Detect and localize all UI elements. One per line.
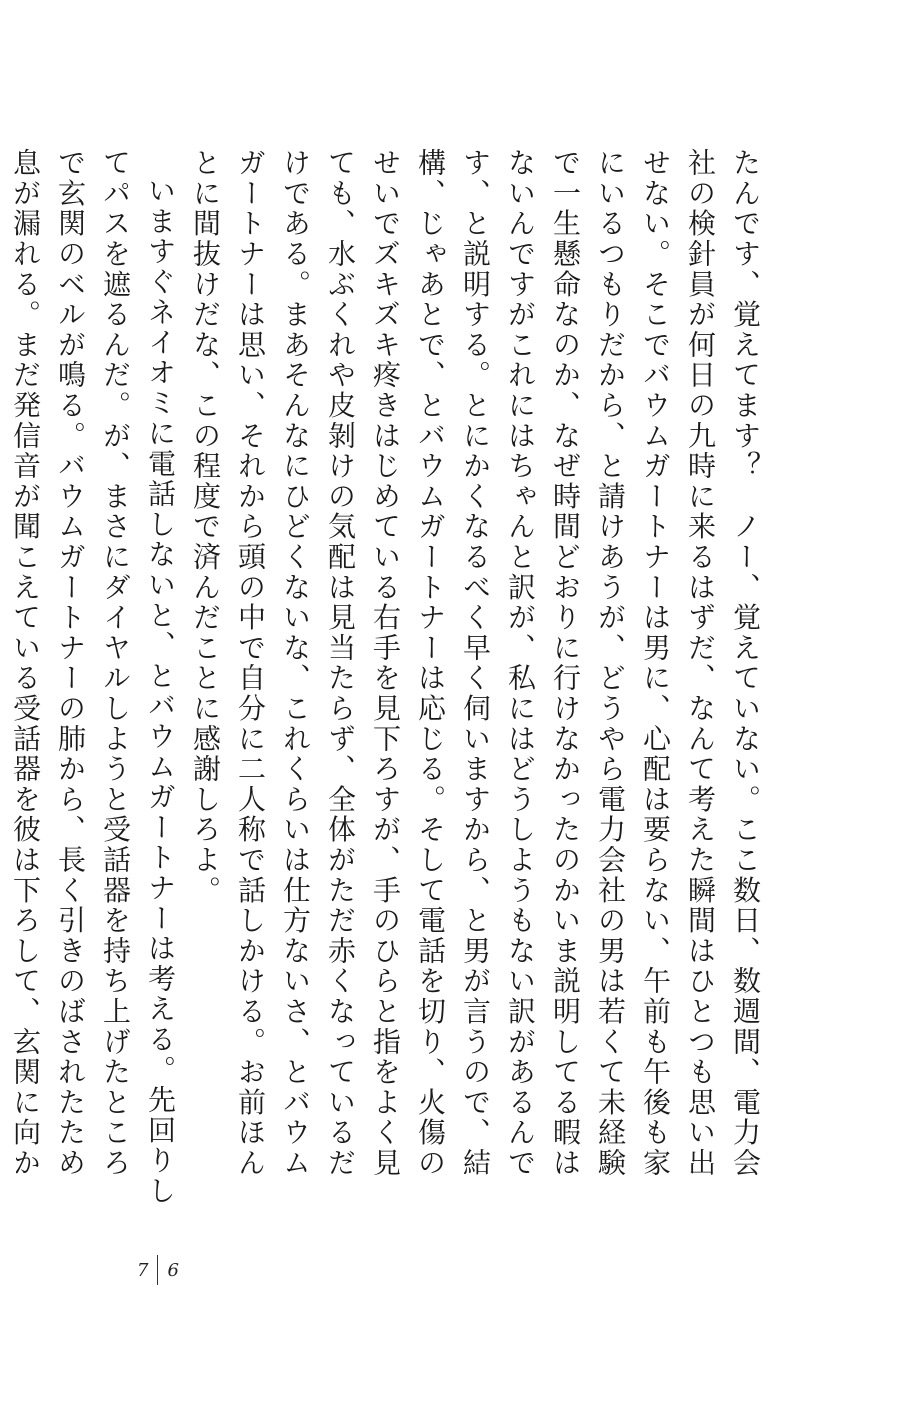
body-text	[9, 148, 768, 1208]
paragraph-1: たんです、覚えてます？ ノー、覚えていない。ここ数日、数週間、電力会社の検針員が何日の九時に来るはずだ、なんて考えた瞬間はひとつも思い出せない。そこでバウムガートナーは男に、心配は要らない、午前も午後も家にいるつもりだから、と請けあうが、どうやら電力会社の男は若くて未経験で一生懸命なのか、なぜ時間どおりに行けなかったのかいま説明してる暇はないんですがこれにはちゃんと訳が、私にはどうしようもない訳があるんです、と説明する。とにかくなるべく早く伺いますから、と男が言うので、結構、じゃあとで、とバウムガートナーは応じる。そして電話を切り、火傷のせいでズキズキ疼きはじめている右手を見下ろすが、手のひらと指をよく見ても、水ぶくれや皮剝けの気配は見当たらず、全体がただ赤くなっているだけである。まあそんなにひどくないな、これくらいは仕方ないさ、とバウムガートナーは思い、それから頭の中で自分に二人称で話しかける。お前ほんとに間抜けだな、この程度で済んだことに感謝しろよ。	[189, 148, 762, 1179]
page-folio	[128, 1250, 188, 1290]
folio-right-number: 6	[167, 1259, 179, 1281]
paragraph-2: いますぐネイオミに電話しないと、とバウムガートナーは考える。先回りしてパスを遮るんだ。が、まさにダイヤルしようと受話器を持ち上げたところで玄関のベルが鳴る。バウムガートナーの肺から、長く引きのばされたため息が漏れる。まだ発信音が聞こえている受話器を彼は下ろして、玄関に向か	[9, 148, 177, 1207]
folio-left-number: 7	[137, 1259, 149, 1281]
